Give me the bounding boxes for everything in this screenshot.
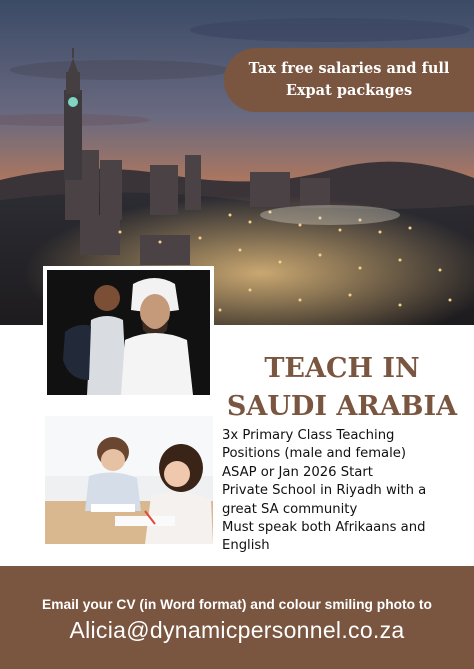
- children-studying-photo: [45, 416, 213, 544]
- title-line-1: TEACH IN: [264, 353, 420, 384]
- banner-line-2: Expat packages: [285, 82, 413, 99]
- list-item: English: [222, 538, 270, 554]
- list-item: Positions (male and female): [222, 446, 407, 462]
- title-line-2: SAUDI ARABIA: [226, 391, 458, 422]
- banner-line-1: Tax free salaries and full: [248, 60, 450, 77]
- father-and-son-photo: [43, 266, 214, 399]
- list-item: great SA community: [222, 501, 358, 517]
- page-title: [218, 350, 466, 426]
- list-item: 3x Primary Class Teaching: [222, 428, 395, 443]
- list-item: ASAP or Jan 2026 Start: [222, 464, 373, 480]
- list-item: Must speak both Afrikaans and: [222, 520, 426, 536]
- contact-footer: [0, 566, 474, 669]
- job-details-list: [222, 427, 472, 556]
- list-item: Private School in Riyadh with a: [222, 483, 427, 499]
- benefits-banner: [224, 48, 474, 112]
- contact-instructions: Email your CV (in Word format) and colour smiling photo to: [42, 597, 432, 612]
- contact-email-link[interactable]: Alicia@dynamicpersonnel.co.za: [69, 617, 405, 643]
